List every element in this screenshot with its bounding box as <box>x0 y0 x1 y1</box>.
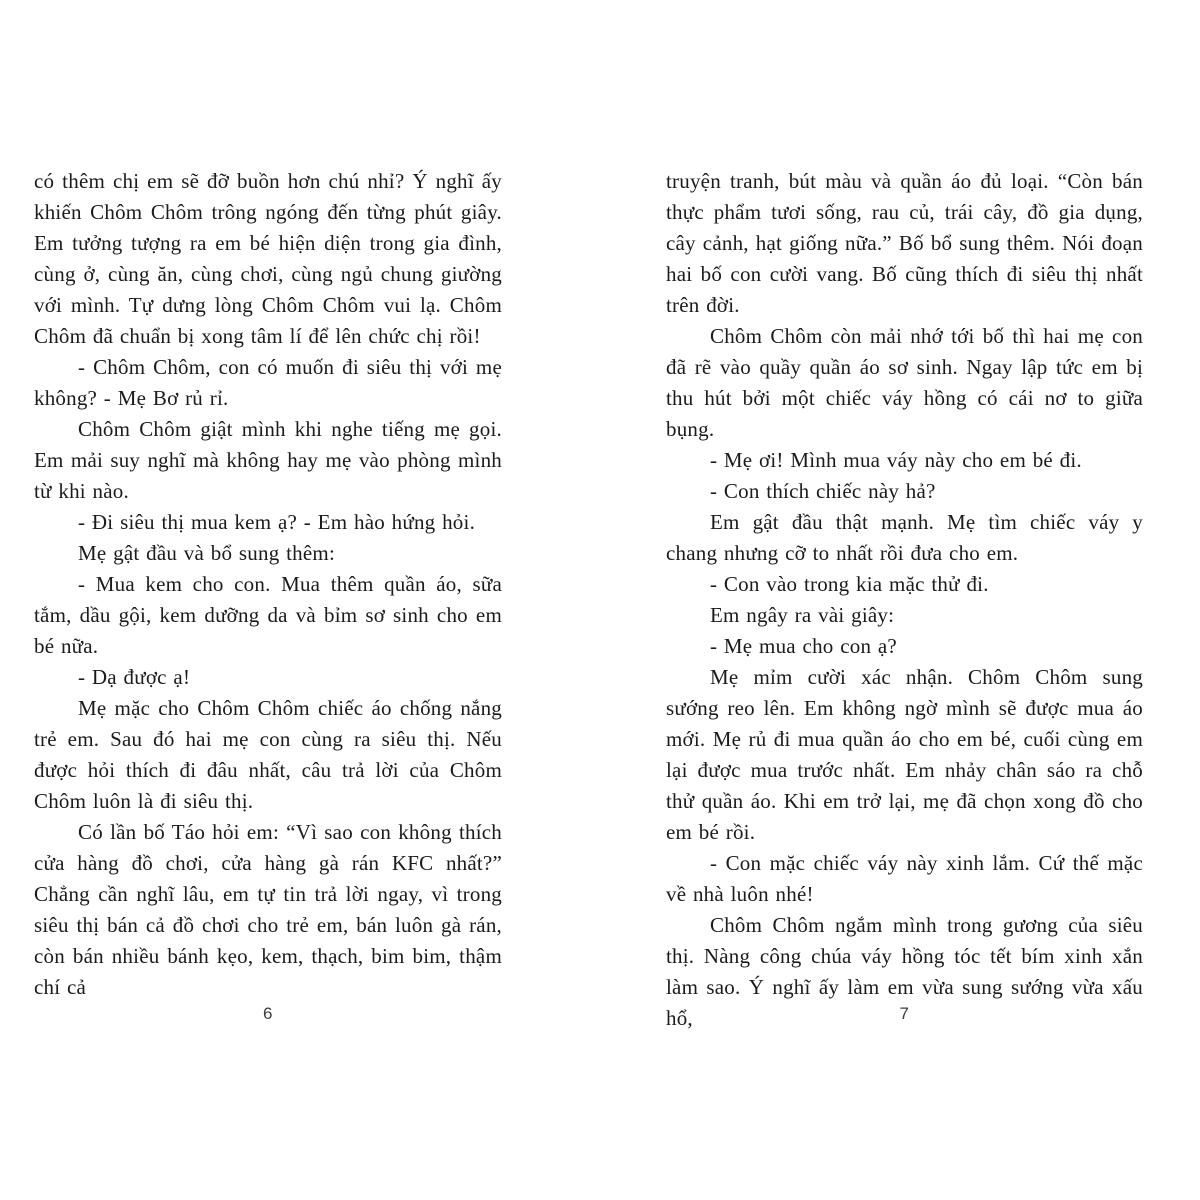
paragraph: Chôm Chôm còn mải nhớ tới bố thì hai mẹ con đã rẽ vào quầy quần áo sơ sinh. Ngay lập tức em bị thu hút bởi một chiếc váy hồng có cái nơ to giữa bụng. <box>666 324 1143 441</box>
paragraph: - Mua kem cho con. Mua thêm quần áo, sữa tắm, dầu gội, kem dưỡng da và bỉm sơ sinh cho em bé nữa. <box>34 572 502 658</box>
paragraph: - Mẹ mua cho con ạ? <box>710 634 897 658</box>
page-7-text <box>666 166 1143 1034</box>
paragraph: Mẹ gật đầu và bổ sung thêm: <box>78 541 336 565</box>
page-6-number: 6 <box>263 1004 273 1023</box>
paragraph: Em ngây ra vài giây: <box>710 603 895 627</box>
paragraph: - Con thích chiếc này hả? <box>710 479 936 503</box>
paragraph: truyện tranh, bút màu và quần áo đủ loại. “Còn bán thực phẩm tươi sống, rau củ, trái cây, đồ gia dụng, cây cảnh, hạt giống nữa.” Bố bổ sung thêm. Nói đoạn hai bố con cười vang. Bố cũng thích đi siêu thị nhất trên đời. <box>666 169 1143 317</box>
paragraph: Em gật đầu thật mạnh. Mẹ tìm chiếc váy y chang nhưng cỡ to nhất rồi đưa cho em. <box>666 510 1143 565</box>
page-7 <box>666 166 1143 1034</box>
paragraph: - Chôm Chôm, con có muốn đi siêu thị với mẹ không? - Mẹ Bơ rủ rỉ. <box>34 355 502 410</box>
paragraph: - Con vào trong kia mặc thử đi. <box>710 572 989 596</box>
paragraph: Chôm Chôm giật mình khi nghe tiếng mẹ gọi. Em mải suy nghĩ mà không hay mẹ vào phòng mình từ khi nào. <box>34 417 502 503</box>
paragraph: - Con mặc chiếc váy này xinh lắm. Cứ thế mặc về nhà luôn nhé! <box>666 851 1143 906</box>
paragraph: - Mẹ ơi! Mình mua váy này cho em bé đi. <box>710 448 1082 472</box>
paragraph: Mẹ mỉm cười xác nhận. Chôm Chôm sung sướng reo lên. Em không ngờ mình sẽ được mua áo mới. Mẹ rủ đi mua quần áo cho em bé, cuối cùng em lại được mua trước nhất. Em nhảy chân sáo ra chỗ thử quần áo. Khi em trở lại, mẹ đã chọn xong đồ cho em bé rồi. <box>666 665 1143 844</box>
paragraph: Chôm Chôm ngắm mình trong gương của siêu thị. Nàng công chúa váy hồng tóc tết bím xinh xắn làm sao. Ý nghĩ ấy làm em vừa sung sướng vừa xấu hổ, <box>666 913 1143 1030</box>
paragraph: - Dạ được ạ! <box>78 665 191 689</box>
page-6-text <box>34 166 502 1003</box>
page-6 <box>34 166 502 1023</box>
page-7-number: 7 <box>899 1004 910 1023</box>
paragraph: - Đi siêu thị mua kem ạ? - Em hào hứng hỏi. <box>78 510 476 534</box>
paragraph: Mẹ mặc cho Chôm Chôm chiếc áo chống nắng trẻ em. Sau đó hai mẹ con cùng ra siêu thị. Nếu được hỏi thích đi đâu nhất, câu trả lời của Chôm Chôm luôn là đi siêu thị. <box>34 696 502 813</box>
paragraph: Có lần bố Táo hỏi em: “Vì sao con không thích cửa hàng đồ chơi, cửa hàng gà rán KFC nhất?” Chẳng cần nghĩ lâu, em tự tin trả lời ngay, vì trong siêu thị bán cả đồ chơi cho trẻ em, bán luôn gà rán, còn bán nhiều bánh kẹo, kem, thạch, bim bim, thậm chí cả <box>34 820 502 999</box>
paragraph: có thêm chị em sẽ đỡ buồn hơn chú nhỉ? Ý nghĩ ấy khiến Chôm Chôm trông ngóng đến từng phút giây. Em tưởng tượng ra em bé hiện diện trong gia đình, cùng ở, cùng ăn, cùng chơi, cùng ngủ chung giường với mình. Tự dưng lòng Chôm Chôm vui lạ. Chôm Chôm đã chuẩn bị xong tâm lí để lên chức chị rồi! <box>34 169 502 348</box>
